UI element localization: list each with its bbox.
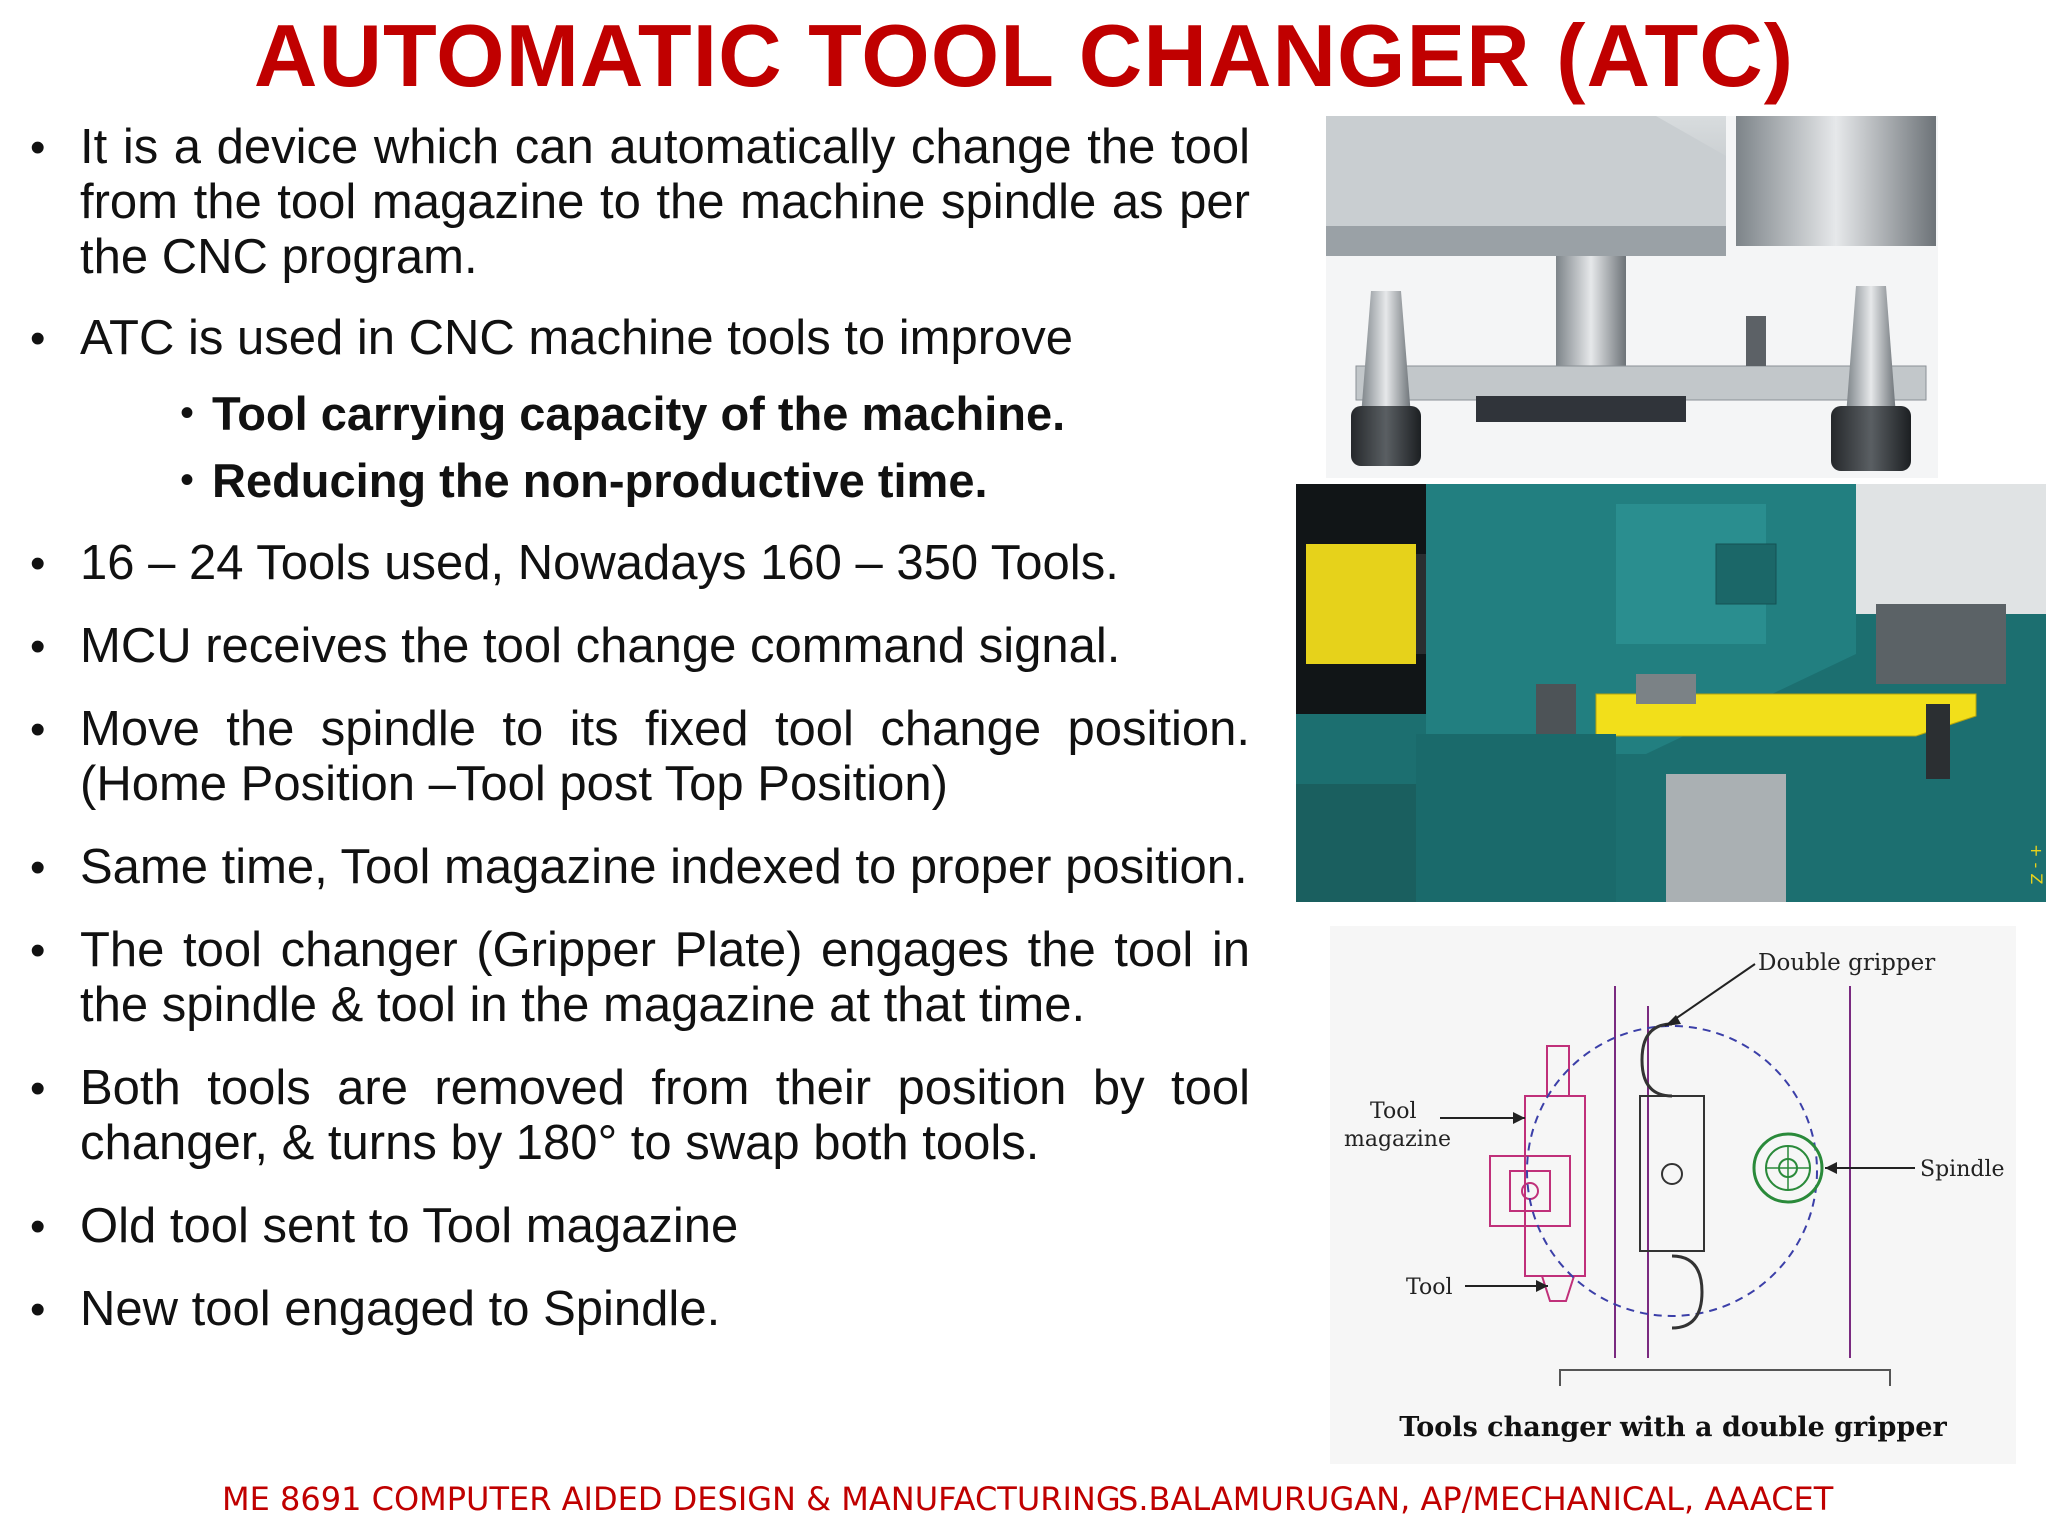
bullet-item: • Both tools are removed from their position by tool changer, & turns by 180° to swap both tools. [30,1061,1250,1171]
bullet-item: • MCU receives the tool change command signal. [30,619,1250,674]
footer-course: ME 8691 COMPUTER AIDED DESIGN & MANUFACTURING [222,1480,1121,1518]
photo-cnc-machine [1296,484,2046,902]
sub-bullet-list [80,380,1250,514]
bullet-item [30,311,1250,514]
gripper-diagram [1330,926,2016,1464]
bullet-item: • The tool changer (Gripper Plate) engages the tool in the spindle & tool in the magazine at that time. [30,923,1250,1033]
photo-gripper-arm [1326,116,1938,478]
bullet-text: ATC is used in CNC machine tools to improve [80,311,1074,365]
diagram-double-gripper [1330,926,2016,1464]
label-double-gripper: Double gripper [1758,950,1936,976]
slide-title: AUTOMATIC TOOL CHANGER (ATC) [253,6,1795,105]
bullet-item: • 16 – 24 Tools used, Nowadays 160 – 350 Tools. [30,536,1250,591]
label-tool-magazine-line1: Tool [1370,1099,1417,1124]
bullet-item: • Same time, Tool magazine indexed to proper position. [30,840,1250,895]
sub-bullet-item: • Reducing the non-productive time. [80,447,1250,514]
diagram-caption: Tools changer with a double gripper [1399,1412,1947,1443]
cnc-machine-illustration [1296,484,2046,902]
label-tool: Tool [1406,1275,1453,1300]
gripper-arm-illustration [1326,116,1938,478]
footer-author: S.BALAMURUGAN, AP/MECHANICAL, AAACET [1118,1480,1834,1518]
bullet-item: • Move the spindle to its fixed tool change position.(Home Position –Tool post Top Position) [30,702,1250,812]
label-tool-magazine-line2: magazine [1344,1127,1451,1152]
bullet-list [30,120,1250,1337]
bullet-item: • It is a device which can automatically change the tool from the tool magazine to the machine spindle as per the CNC program. [30,120,1250,285]
bullet-item: • Old tool sent to Tool magazine [30,1199,1250,1254]
bullet-item: • New tool engaged to Spindle. [30,1282,1250,1337]
sub-bullet-item: • Tool carrying capacity of the machine. [80,380,1250,447]
label-spindle: Spindle [1920,1157,2005,1182]
scale-text: + - Z [2027,844,2046,885]
